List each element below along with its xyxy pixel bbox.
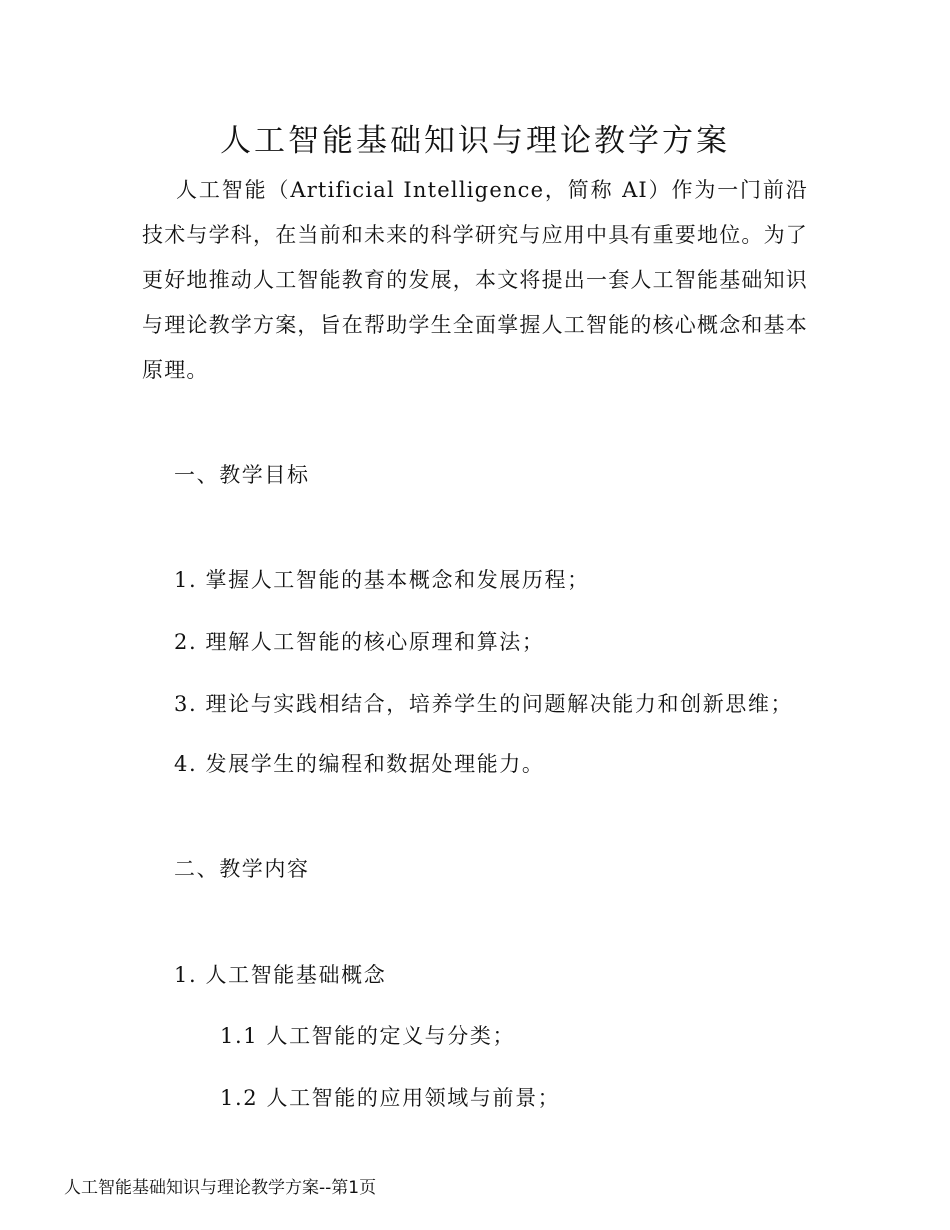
sub-list-item: 1.1 人工智能的定义与分类；	[220, 1024, 516, 1048]
list-item: 1. 掌握人工智能的基本概念和发展历程；	[174, 568, 590, 592]
list-item: 4. 发展学生的编程和数据处理能力。	[174, 752, 545, 776]
subsection-heading: 1. 人工智能基础概念	[174, 963, 387, 987]
list-item: 3. 理论与实践相结合，培养学生的问题解决能力和创新思维；	[174, 692, 794, 716]
section-heading-teaching-content: 二、教学内容	[174, 857, 310, 881]
page-title: 人工智能基础知识与理论教学方案	[220, 122, 730, 159]
sub-list-item: 1.2 人工智能的应用领域与前景；	[220, 1086, 561, 1110]
page-footer: 人工智能基础知识与理论教学方案--第1页	[64, 1178, 377, 1198]
intro-paragraph: 人工智能（Artificial Intelligence，简称 AI）作为一门前沿技术与学科，在当前和未来的科学研究与应用中具有重要地位。为了更好地推动人工智能教育的发展，本文将提出一套人工智能基础知识与理论教学方案，旨在帮助学生全面掌握人工智能的核心概念和基本原理。	[142, 178, 808, 382]
section-heading-teaching-goals: 一、教学目标	[174, 463, 310, 487]
list-item: 2. 理解人工智能的核心原理和算法；	[174, 630, 545, 654]
